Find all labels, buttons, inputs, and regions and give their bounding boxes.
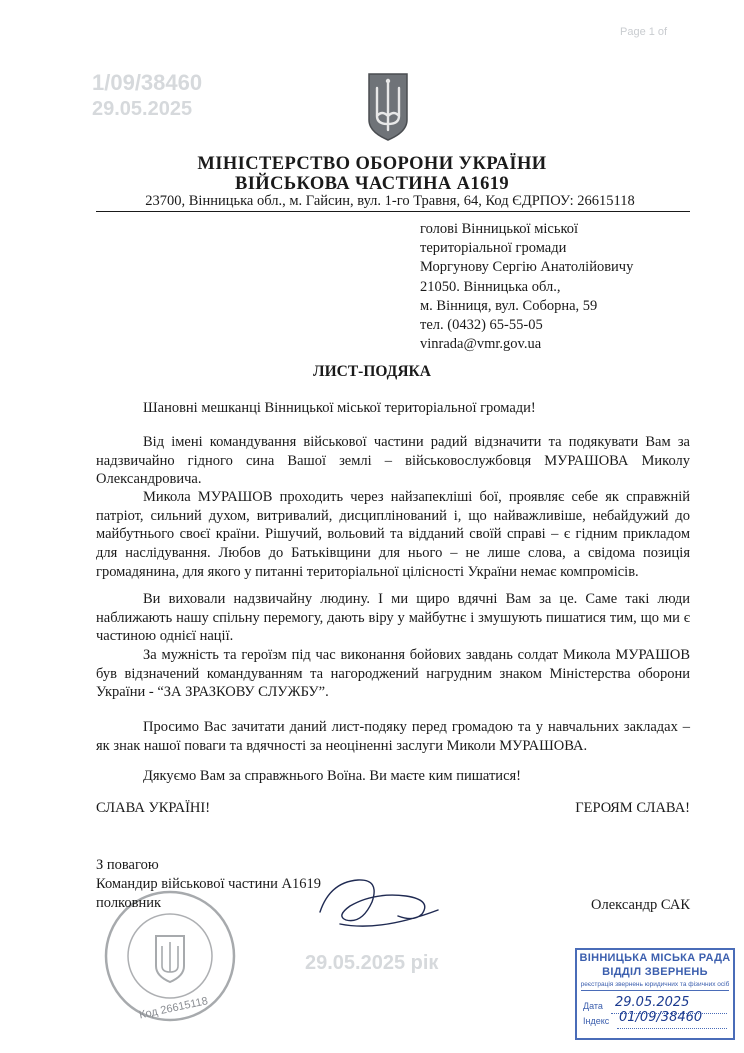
handwritten-signature-icon: [310, 862, 450, 942]
recipient-line: Моргунову Сергію Анатолійовичу: [420, 259, 634, 276]
document-title: ЛИСТ-ПОДЯКА: [313, 363, 431, 380]
seal-code: Код 26615118: [138, 995, 209, 1022]
unit-address: 23700, Вінницька обл., м. Гайсин, вул. 1-го Травня, 64, Код ЄДРПОУ: 26615118: [145, 193, 635, 209]
signer-name: Олександр САК: [591, 897, 690, 913]
registration-stamp: [575, 948, 735, 1040]
show-through-text: 29.05.2025 рік: [305, 952, 439, 974]
body-paragraph: За мужність та героїзм під час виконання бойових завдань солдат Микола МУРАШОВ був відзначений командуванням та нагороджений нагрудним знаком Міністерства оборони України - “ЗА ЗРАЗКОВУ СЛУЖБУ”.: [96, 647, 690, 701]
stamp-department: ВІДДІЛ ЗВЕРНЕНЬ: [602, 966, 708, 978]
show-through-text: Page 1 of: [620, 26, 668, 38]
stamp-index-value: 01/09/38460: [619, 1010, 703, 1025]
body-paragraph: Від імені командування військової частини радий відзначити та подякувати Вам за надзвичайно гідного сина Вашої землі – військовослужбовця МУРАШОВА Миколу Олександровича.: [96, 434, 690, 488]
body-paragraph: Ви виховали надзвичайну людину. І ми щиро вдячні Вам за це. Саме такі люди наближають нашу спільну перемогу, дають віру у майбутнє і змушують пишатися тим, що ми є частиною однієї нації.: [96, 591, 690, 645]
header-divider: [96, 211, 690, 212]
recipient-line: територіальної громади: [420, 240, 567, 257]
recipient-line: 21050. Вінницька обл.,: [420, 278, 561, 295]
stamp-subtitle: реєстрація звернень юридичних та фізичних осіб: [580, 981, 730, 988]
recipient-line: м. Вінниця, вул. Соборна, 59: [420, 297, 598, 314]
stamp-divider: [581, 990, 729, 991]
signer-position: Командир військової частини А1619: [96, 876, 321, 892]
stamp-date-label: Дата: [583, 1001, 603, 1011]
coat-of-arms-icon: [366, 72, 410, 142]
thanks-paragraph: Дякуємо Вам за справжнього Воїна. Ви маєте ким пишатися!: [143, 768, 521, 784]
signer-rank: полковник: [96, 895, 162, 911]
recipient-line: тел. (0432) 65-55-05: [420, 317, 543, 334]
show-through-text: 1/09/38460: [92, 70, 203, 95]
ministry-title: МІНІСТЕРСТВО ОБОРОНИ УКРАЇНИ: [197, 154, 547, 174]
closing-text: З повагою: [96, 857, 159, 873]
body-paragraph: Микола МУРАШОВ проходить через найзапекліші бої, проявляє себе як справжній патріот, сильний духом, витривалий, дисциплінований і, що найважливіше, небайдужий до майбутнього своєї країни. Рішучий, вольовий та відданий своїй справі – є гідним прикладом для наслідування. Любов до Батьківщини для нього – не лише слова, а свідома позиція громадянина, для якого у питанні територіальної цілісності України немає компромісів.: [96, 489, 690, 580]
recipient-email: vinrada@vmr.gov.ua: [420, 336, 542, 353]
body-paragraph: Просимо Вас зачитати даний лист-подяку перед громадою та у навчальних закладах – як знак нашої поваги та вдячності за неоціненні заслуги Миколи МУРАШОВА.: [96, 719, 690, 754]
recipient-block: [420, 220, 633, 354]
slogan-right: ГЕРОЯМ СЛАВА!: [575, 800, 690, 816]
slogan-left: СЛАВА УКРАЇНІ!: [96, 800, 211, 816]
stamp-council-name: ВІННИЦЬКА МІСЬКА РАДА: [579, 952, 731, 964]
greeting-paragraph: Шановні мешканці Вінницької міської територіальної громади!: [143, 400, 536, 416]
signature-block: [96, 856, 321, 913]
show-through-text: 29.05.2025: [92, 98, 193, 120]
stamp-date-value: 29.05.2025: [615, 995, 690, 1010]
recipient-line: голові Вінницької міської: [420, 221, 579, 237]
stamp-index-underline: [617, 1028, 727, 1029]
stamp-index-label: Індекс: [583, 1016, 610, 1026]
unit-title: ВІЙСЬКОВА ЧАСТИНА А1619: [234, 174, 510, 194]
